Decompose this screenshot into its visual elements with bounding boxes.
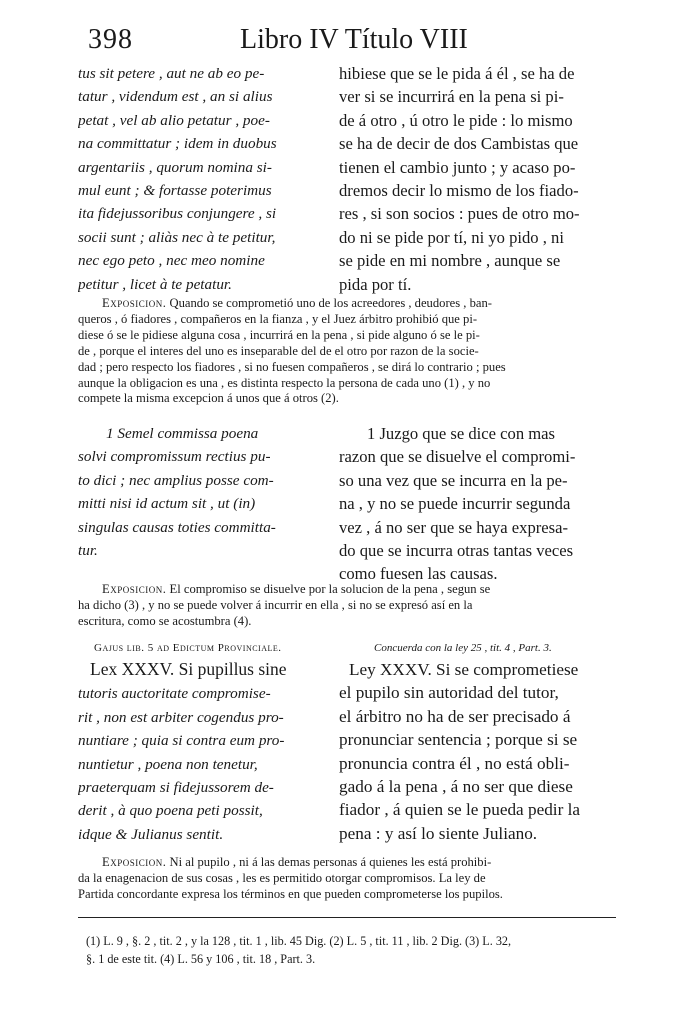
spanish-line: hibiese que se le pida á él , se ha de bbox=[339, 64, 575, 83]
exposicion-line: dad ; pero respecto los fiadores , si no fuesen compañeros , se dirá lo contrario ; pues bbox=[78, 359, 506, 374]
latin-line: tatur , videndum est , an si alius bbox=[78, 88, 273, 106]
exposicion-line: aunque la obligacion es una , es distinta respecto la persona de cada uno (1) , y no bbox=[78, 375, 491, 390]
spanish-line: ver si se incurrirá en la pena si pi- bbox=[339, 87, 564, 107]
source-right: Concuerda con la ley 25 , tit. 4 , Part. 3. bbox=[374, 642, 552, 654]
spanish-line: se ha de decir de dos Cambistas que bbox=[339, 134, 579, 154]
exposicion-label: Exposicion. bbox=[102, 582, 167, 596]
spanish-column-2 bbox=[339, 422, 617, 586]
latin-column-1 bbox=[78, 62, 324, 296]
latin-line: petitur , licet à te petatur. bbox=[78, 275, 232, 293]
latin-line: idque & Julianus sentit. bbox=[78, 825, 224, 843]
spanish-line: res , si son socios : pues de otro mo- bbox=[339, 204, 580, 224]
latin-line: tus sit petere , aut ne ab eo pe- bbox=[78, 65, 265, 82]
spanish-line: dremos decir lo mismo de los fiado- bbox=[339, 181, 579, 201]
latin-line: nuntiare ; quia si contra eum pro- bbox=[78, 732, 285, 750]
page-number: 398 bbox=[88, 24, 133, 55]
exposicion-line: Quando se comprometió uno de los acreedores , deudores , ban- bbox=[169, 296, 492, 310]
running-title: Libro IV Título VIII bbox=[240, 24, 468, 55]
latin-line: to dici ; nec amplius posse com- bbox=[78, 471, 274, 489]
latin-line: nuntietur , poena non tenetur, bbox=[78, 755, 258, 773]
spanish-line: so una vez que se incurra en la pe- bbox=[339, 470, 568, 490]
exposicion-label: Exposicion. bbox=[102, 855, 167, 869]
spanish-line: pida por tí. bbox=[339, 274, 412, 294]
latin-line: petat , vel ab alio petatur , poe- bbox=[78, 111, 270, 129]
spanish-line: pronuncia contra él , no está obli- bbox=[339, 753, 570, 773]
latin-line: argentariis , quorum nomina si- bbox=[78, 158, 272, 176]
spanish-line: el pupilo sin autoridad del tutor, bbox=[339, 683, 559, 703]
latin-line: tutoris auctoritate compromise- bbox=[78, 685, 271, 703]
latin-line: rit , non est arbiter cogendus pro- bbox=[78, 708, 284, 726]
latin-line: tur. bbox=[78, 542, 98, 560]
latin-line: 1 Semel commissa poena bbox=[106, 425, 259, 442]
exposicion-line: Partida concordante expresa los términos en que pueden comprometerse los pupilos. bbox=[78, 886, 503, 901]
spanish-line: tienen el cambio junto ; y acaso po- bbox=[339, 157, 576, 177]
exposicion-line: escritura, como se acostumbra (4). bbox=[78, 613, 252, 628]
spanish-line: vez , á no ser que se haya expresa- bbox=[339, 517, 568, 537]
latin-column-2 bbox=[78, 422, 324, 562]
spanish-line: pena : y así lo siente Juliano. bbox=[339, 823, 538, 843]
spanish-line: do ni se pide por tí, ni yo pido , ni bbox=[339, 227, 564, 247]
exposicion-label: Exposicion. bbox=[102, 296, 167, 310]
latin-line: na committatur ; idem in duobus bbox=[78, 135, 277, 153]
latin-line: singulas causas toties committa- bbox=[78, 518, 276, 536]
footnote-line: (1) L. 9 , §. 2 , tit. 2 , y la 128 , tit. 1 , lib. 45 Dig. (2) L. 5 , tit. 11 , lib. 2 Dig. (3) L. 32, bbox=[86, 934, 512, 948]
page-header bbox=[88, 22, 628, 56]
latin-column-3 bbox=[78, 658, 332, 846]
exposicion-line: Ni al pupilo , ni á las demas personas á quienes les está prohibi- bbox=[169, 855, 492, 869]
exposicion-1 bbox=[78, 296, 614, 407]
latin-line: solvi compromissum rectius pu- bbox=[78, 448, 271, 466]
spanish-line: como fuesen las causas. bbox=[339, 564, 498, 584]
spanish-line: na , y no se puede incurrir segunda bbox=[339, 494, 571, 514]
spanish-line: el árbitro no ha de ser precisado á bbox=[339, 706, 571, 726]
exposicion-line: compete la misma excepcion á unos que á otros (2). bbox=[78, 391, 339, 406]
footnotes bbox=[86, 932, 616, 968]
spanish-column-1 bbox=[339, 62, 617, 296]
footnote-line: §. 1 de este tit. (4) L. 56 y 106 , tit. 18 , Part. 3. bbox=[86, 952, 316, 966]
exposicion-line: queros , ó fiadores , compañeros en la fianza , y el Juez árbitro prohibió que pi- bbox=[78, 311, 478, 326]
spanish-line: fiador , á quien se le pueda pedir la bbox=[339, 800, 581, 820]
spanish-column-3 bbox=[339, 658, 619, 845]
latin-line: ita fidejussoribus conjungere , si bbox=[78, 205, 277, 223]
spanish-line-ley: Ley XXXV. Si se comprometiese bbox=[349, 660, 579, 679]
latin-line: derit , à quo poena peti possit, bbox=[78, 802, 263, 820]
latin-line: mitti nisi id actum sit , ut (in) bbox=[78, 495, 256, 513]
exposicion-3 bbox=[78, 855, 614, 903]
latin-line: praeterquam si fidejussorem de- bbox=[78, 779, 274, 797]
exposicion-line: da la enagenacion de sus cosas , les es permitido otorgar compromisos. La ley de bbox=[78, 870, 486, 885]
latin-line-lex: Lex XXXV. Si pupillus sine bbox=[90, 659, 287, 679]
spanish-line: pronunciar sentencia ; porque si se bbox=[339, 730, 578, 750]
spanish-line: de á otro , ú otro le pide : lo mismo bbox=[339, 110, 573, 130]
spanish-line: gado á la pena , á no ser que diese bbox=[339, 777, 573, 797]
exposicion-line: de , porque el interes del uno es inseparable del de el otro por razon de la socie- bbox=[78, 343, 479, 358]
latin-line: mul eunt ; & fortasse poterimus bbox=[78, 182, 272, 200]
source-left: Gajus lib. 5 ad Edictum Provinciale. bbox=[94, 642, 282, 654]
latin-line: nec ego peto , nec meo nomine bbox=[78, 252, 265, 270]
spanish-line: se pide en mi nombre , aunque se bbox=[339, 251, 561, 271]
spanish-line: 1 Juzgo que se dice con mas bbox=[367, 424, 556, 443]
latin-line: socii sunt ; aliàs nec à te petitur, bbox=[78, 228, 276, 246]
spanish-line: razon que se disuelve el compromi- bbox=[339, 447, 576, 467]
spanish-line: do que se incurra otras tantas veces bbox=[339, 541, 574, 561]
exposicion-line: ha dicho (3) , y no se puede volver á incurrir en ella , si no se expresó así en la bbox=[78, 597, 473, 612]
footnote-rule bbox=[78, 917, 616, 918]
exposicion-line: El compromiso se disuelve por la solucion de la pena , segun se bbox=[169, 582, 491, 596]
exposicion-2 bbox=[78, 582, 614, 630]
exposicion-line: diese ó se le pidiese alguna cosa , incurrirá en la pena , si pide alguno ó se le pi- bbox=[78, 327, 480, 342]
